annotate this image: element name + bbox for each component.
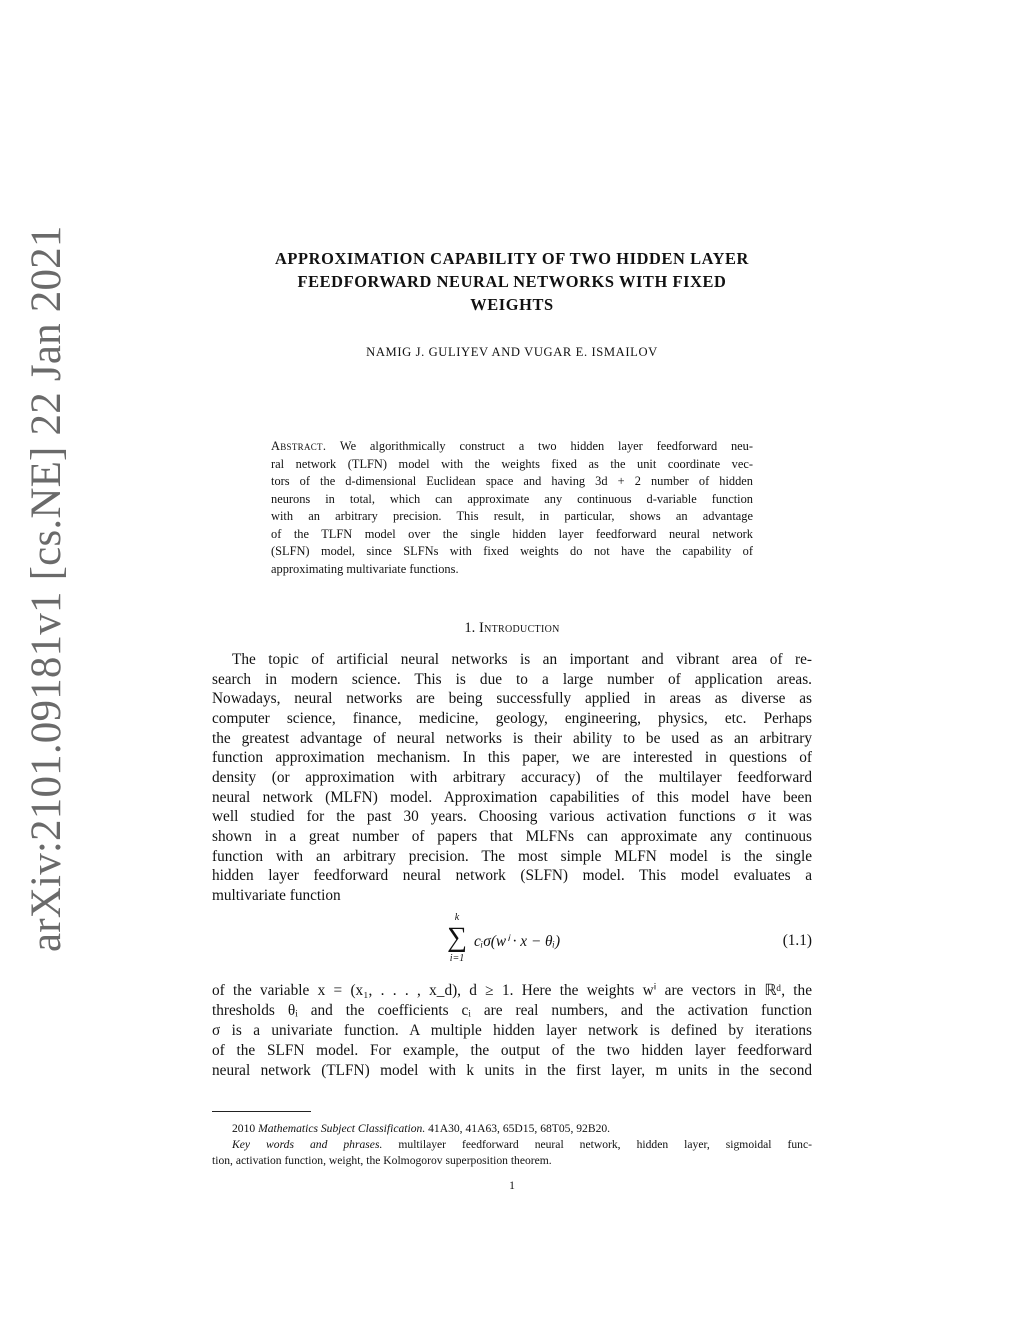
body-line: computer science, finance, medicine, geology, engineering, physics, etc. Perhaps: [212, 709, 812, 727]
body-line: function with an arbitrary precision. The most simple MLFN model is the single: [212, 847, 812, 865]
sigma-symbol: ∑: [447, 922, 467, 953]
authors: NAMIG J. GULIYEV AND VUGAR E. ISMAILOV: [366, 345, 658, 359]
abstract-line: of the TLFN model over the single hidden layer feedforward neural network: [271, 526, 753, 541]
abstract-line: ral network (TLFN) model with the weights fixed as the unit coordinate vec-: [271, 456, 753, 471]
summation: [442, 912, 472, 966]
body-line: density (or approximation with arbitrary accuracy) of the multilayer feedforward: [212, 768, 812, 786]
sum-upper-limit: k: [454, 912, 460, 923]
body-line: thresholds θᵢ and the coefficients cᵢ are real numbers, and the activation function: [212, 1002, 812, 1019]
section-heading: [212, 620, 812, 637]
footnotes: [212, 1121, 812, 1169]
title-line: WEIGHTS: [470, 295, 554, 314]
equation-expression: cᵢσ(wⁱ · x − θᵢ): [474, 933, 561, 950]
title-line: APPROXIMATION CAPABILITY OF TWO HIDDEN LAYER: [275, 249, 749, 268]
body-line: of the SLFN model. For example, the output of the two hidden layer feedforward: [212, 1042, 812, 1059]
abstract-line: tors of the d-dimensional Euclidean space and having 3d + 2 number of hidden: [271, 474, 753, 488]
post-equation-paragraph: [212, 981, 812, 1081]
footnote-rule: [212, 1111, 311, 1112]
body-line: of the variable x = (x₁, . . . , x_d), d ≥ 1. Here the weights wⁱ are vectors in ℝᵈ, the: [212, 982, 812, 999]
body-line: search in modern science. This is due to a large number of application areas.: [212, 670, 812, 688]
title-line: FEEDFORWARD NEURAL NETWORKS WITH FIXED: [297, 272, 727, 291]
keywords-footnote-cont: tion, activation function, weight, the Kolmogorov superposition theorem.: [212, 1154, 552, 1167]
equation-number: (1.1): [782, 932, 812, 949]
equation-1-1: [212, 912, 812, 974]
body-line: hidden layer feedforward neural network (SLFN) model. This model evaluates a: [212, 867, 812, 885]
paper-title: [212, 247, 812, 316]
msc-footnote: 2010 Mathematics Subject Classification. 41A30, 41A63, 65D15, 68T05, 92B20.: [232, 1122, 611, 1135]
abstract-line: neurons in total, which can approximate any continuous d-variable function: [271, 491, 753, 506]
abstract-line: approximating multivariate functions.: [271, 561, 459, 576]
sum-lower-limit: i=1: [449, 953, 465, 964]
body-line: Nowadays, neural networks are being successfully applied in areas as diverse as: [212, 690, 812, 708]
abstract: [271, 438, 753, 578]
body-line: The topic of artificial neural networks is an important and vibrant area of re-: [232, 651, 812, 668]
section-title: Introduction: [478, 620, 560, 636]
abstract-label: Abstract.: [271, 439, 327, 453]
body-line: neural network (TLFN) model with k units in the first layer, m units in the second: [212, 1062, 812, 1079]
body-line: shown in a great number of papers that MLFNs can approximate any continuous: [212, 827, 812, 845]
keywords-footnote: Key words and phrases. multilayer feedforward neural network, hidden layer, sigmoidal func-: [232, 1138, 812, 1151]
section-number: 1.: [464, 620, 476, 636]
body-line: the greatest advantage of neural networks is their ability to be used as an arbitrary: [212, 729, 812, 747]
body-line: function approximation mechanism. In this paper, we are interested in questions of: [212, 749, 812, 767]
arxiv-stamp: arXiv:2101.09181v1 [cs.NE] 22 Jan 2021: [23, 225, 70, 952]
body-line: neural network (MLFN) model. Approximation capabilities of this model have been: [212, 788, 812, 806]
abstract-line: (SLFN) model, since SLFNs with fixed weights do not have the capability of: [271, 544, 753, 558]
abstract-line: with an arbitrary precision. This result, in particular, shows an advantage: [271, 509, 753, 523]
page-number: 1: [509, 1179, 515, 1192]
body-line: well studied for the past 30 years. Choosing various activation functions σ it was: [212, 808, 812, 826]
body-line: multivariate function: [212, 886, 341, 904]
body-line: σ is a univariate function. A multiple hidden layer network is defined by iterations: [212, 1022, 812, 1039]
abstract-line: Abstract. We algorithmically construct a two hidden layer feedforward neu-: [271, 439, 754, 453]
intro-paragraph: [212, 650, 812, 906]
